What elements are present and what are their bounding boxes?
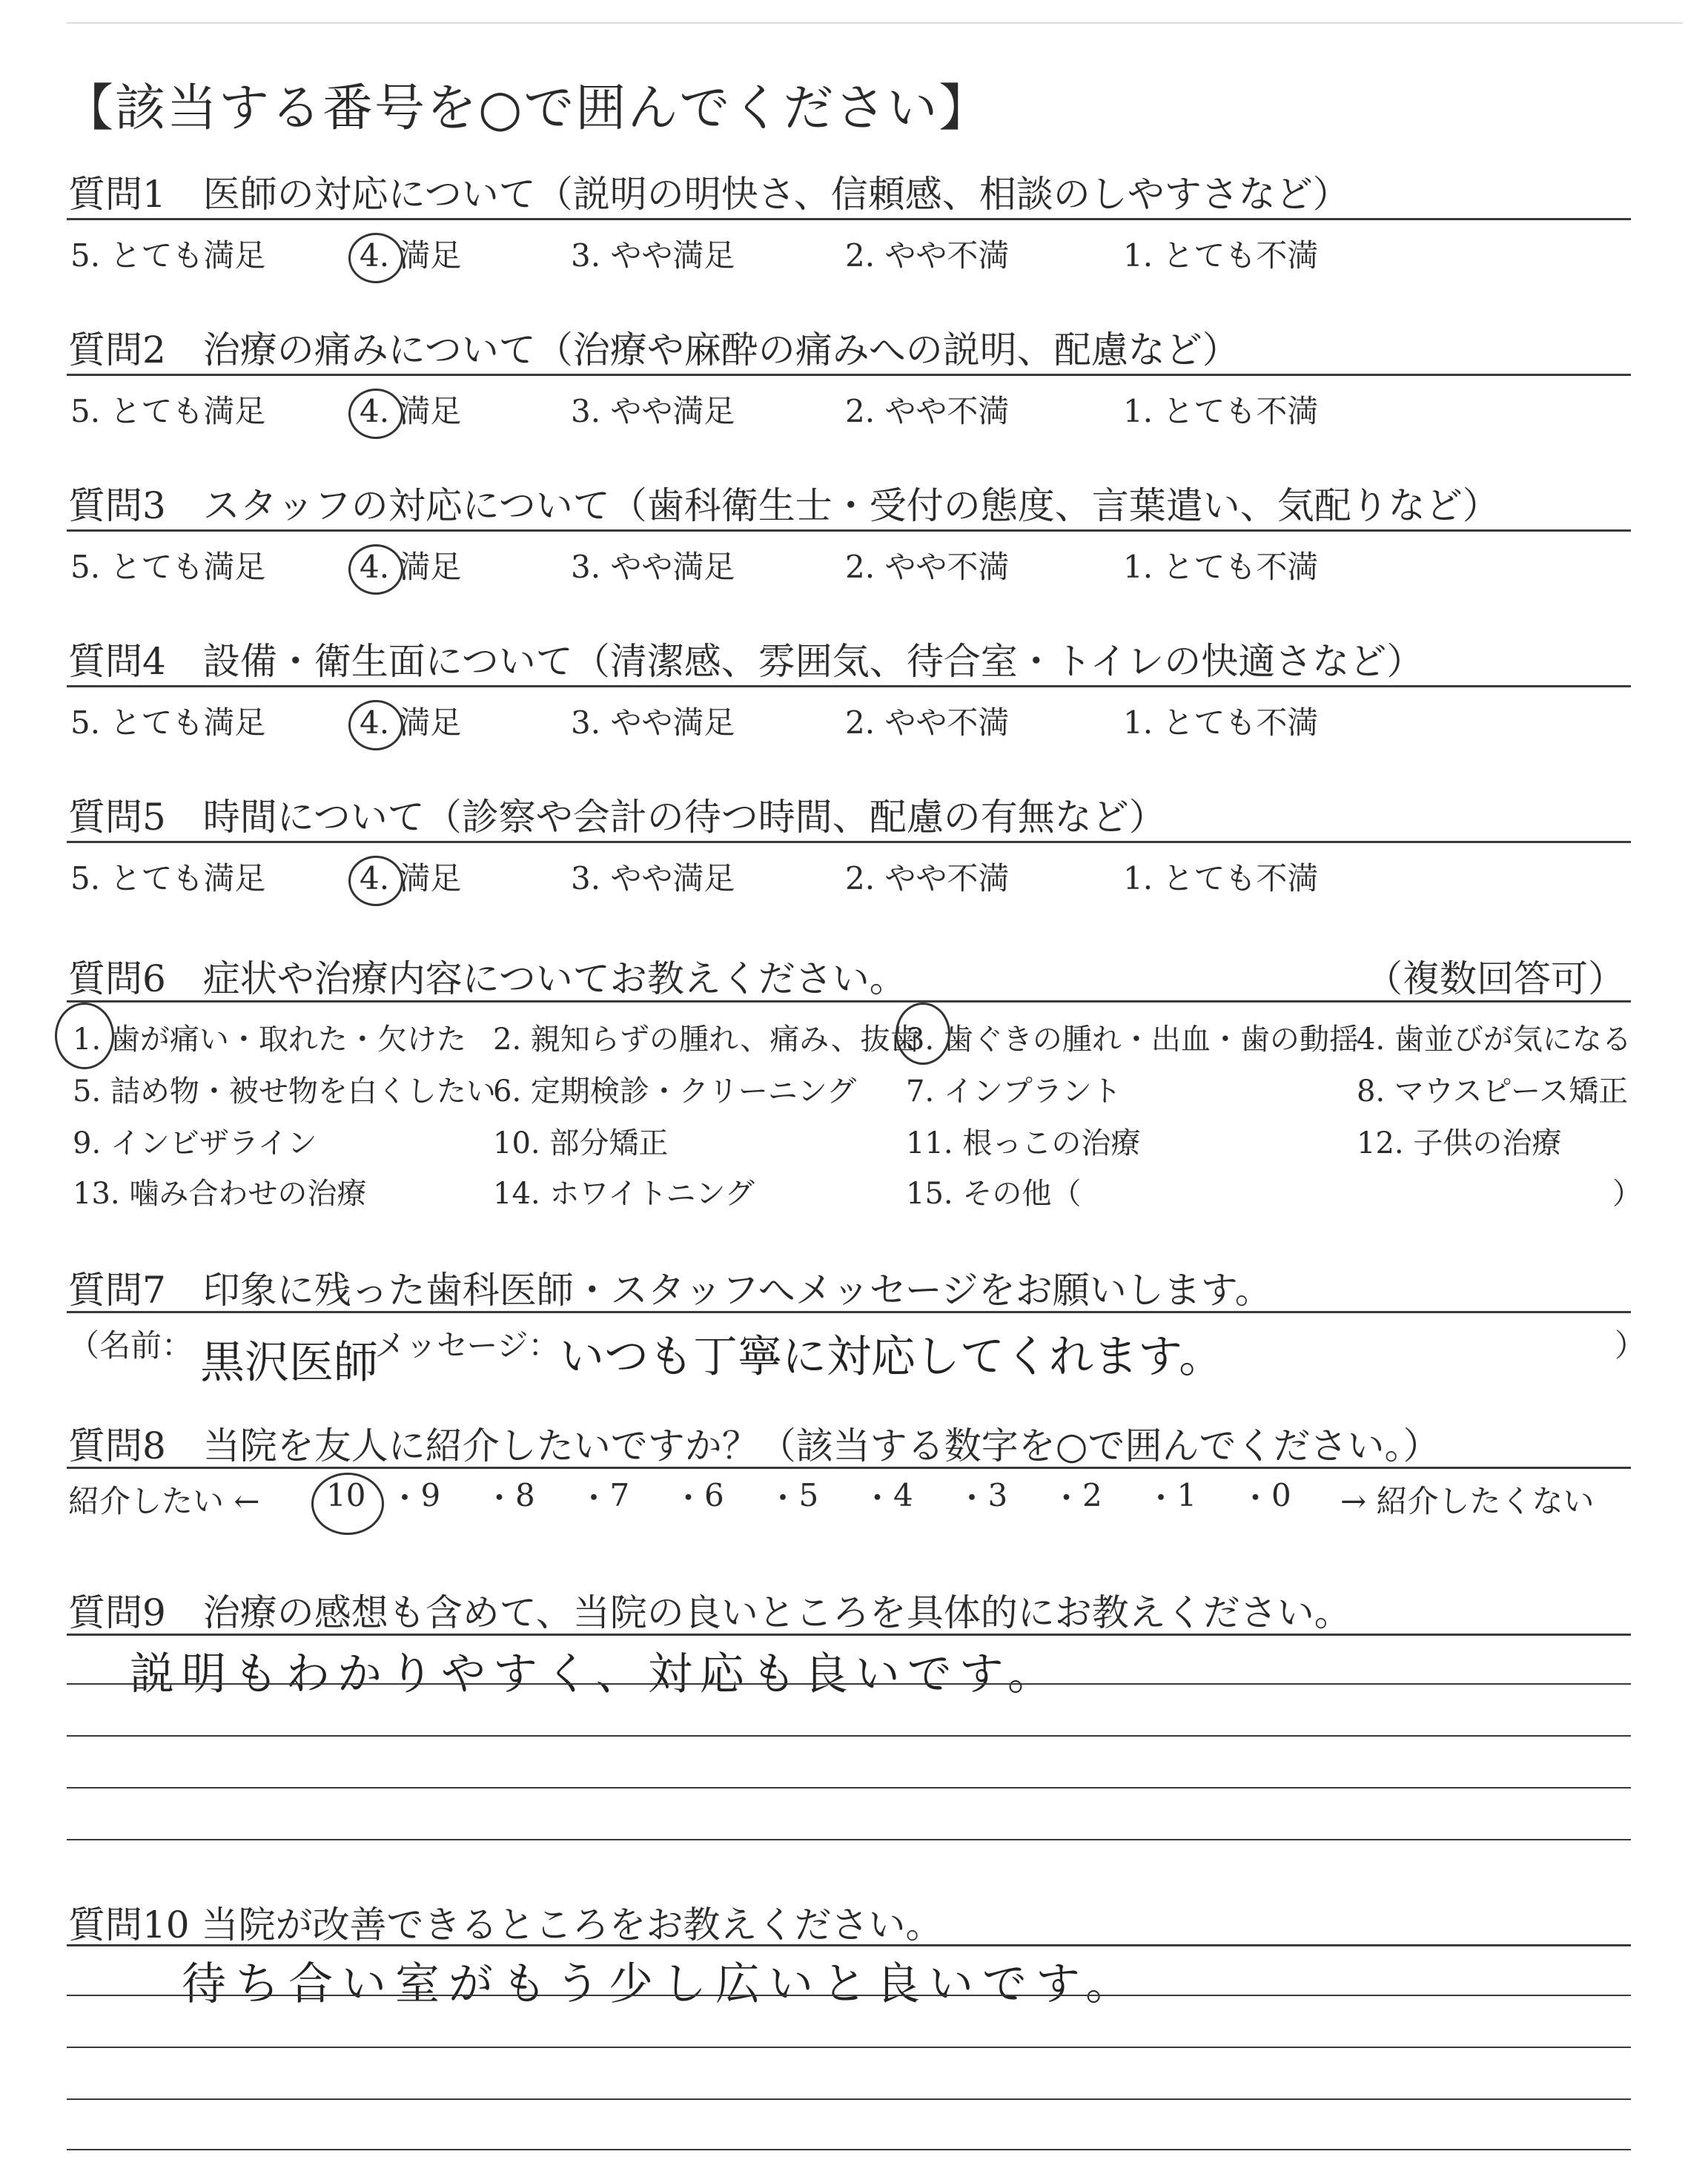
- q10-title: 質問10 当院が改善できるところをお教えください。: [68, 1903, 943, 1946]
- q6-option-6: 6. 定期検診・クリーニング: [493, 1074, 857, 1109]
- q8-scale-9: 9: [420, 1477, 441, 1513]
- q6-option-14: 14. ホワイトニング: [493, 1177, 755, 1211]
- q8-left-label: 紹介したい ←: [68, 1483, 260, 1519]
- q1-option-4: 4. 満足: [360, 237, 462, 274]
- q8-scale-separator: ・: [767, 1480, 799, 1516]
- q8-right-label: → 紹介したくない: [1340, 1483, 1595, 1519]
- q8-scale-6: 6: [704, 1477, 724, 1513]
- q3-selection-circle: [348, 544, 403, 595]
- q5-option-2: 2. やや不満: [845, 860, 1010, 896]
- q6-note: （複数回答可）: [1366, 957, 1625, 1000]
- q3-option-2: 2. やや不満: [845, 549, 1010, 585]
- q10-line-2: [67, 2047, 1631, 2048]
- q1-rule: [67, 218, 1631, 220]
- q3-option-5: 5. とても満足: [70, 549, 266, 585]
- q7-rule: [67, 1311, 1631, 1313]
- q8-scale-separator: ・: [389, 1480, 421, 1516]
- q6-option-10: 10. 部分矯正: [493, 1126, 669, 1160]
- q6-option-11: 11. 根っこの治療: [906, 1126, 1141, 1160]
- q1-selection-circle: [348, 233, 403, 283]
- q9-line-3: [67, 1787, 1631, 1789]
- q8-scale-separator: ・: [1239, 1480, 1271, 1516]
- q8-scale-10: 10: [326, 1477, 366, 1513]
- q8-scale-separator: ・: [1145, 1480, 1177, 1516]
- q6-option-9: 9. インビザライン: [73, 1126, 317, 1160]
- q3-option-4: 4. 満足: [360, 549, 462, 585]
- q5-option-5: 5. とても満足: [70, 860, 266, 896]
- q5-option-3: 3. やや満足: [571, 860, 735, 896]
- q7-name-label: （名前：: [68, 1327, 193, 1364]
- q2-option-4: 4. 満足: [360, 393, 462, 429]
- q7-title: 質問7 印象に残った歯科医師・スタッフへメッセージをお願いします。: [68, 1269, 1272, 1312]
- q8-scale-separator: ・: [861, 1480, 893, 1516]
- q10-answer-handwritten: 待ち合い室がもう少し広いと良いです。: [182, 1958, 1139, 2010]
- q8-scale-separator: ・: [1050, 1480, 1082, 1516]
- q10-line-1: [67, 1995, 1631, 1996]
- q8-scale-separator: ・: [956, 1480, 988, 1516]
- q4-option-5: 5. とても満足: [70, 704, 266, 741]
- q5-option-4: 4. 満足: [360, 860, 462, 896]
- q4-option-2: 2. やや不満: [845, 704, 1010, 741]
- q1-option-1: 1. とても不満: [1123, 237, 1319, 274]
- top-border: [67, 22, 1683, 24]
- q8-scale-separator: ・: [672, 1480, 704, 1516]
- q9-line-4: [67, 1839, 1631, 1840]
- q6-option-15: 15. その他（: [906, 1177, 1082, 1211]
- q6-option-4: 4. 歯並びが気になる: [1357, 1023, 1632, 1057]
- q2-option-2: 2. やや不満: [845, 393, 1010, 429]
- q6-option-5: 5. 詰め物・被せ物を白くしたい: [73, 1074, 496, 1109]
- q8-scale-separator: ・: [578, 1480, 610, 1516]
- q6-option-2: 2. 親知らずの腫れ、痛み、抜歯: [493, 1023, 920, 1057]
- q8-title: 質問8 当院を友人に紹介したいですか？（該当する数字を○で囲んでください。）: [68, 1424, 1440, 1467]
- q6-option-1: 1. 歯が痛い・取れた・欠けた: [73, 1023, 466, 1057]
- q2-selection-circle: [348, 389, 403, 439]
- q8-scale-separator: ・: [483, 1480, 515, 1516]
- q8-selection-circle: [311, 1473, 384, 1535]
- q1-option-3: 3. やや満足: [571, 237, 735, 274]
- q8-scale-2: 2: [1082, 1477, 1102, 1513]
- q6-option-8: 8. マウスピース矯正: [1357, 1074, 1629, 1109]
- q6-rule: [67, 1000, 1631, 1003]
- q2-rule: [67, 374, 1631, 376]
- q5-selection-circle: [348, 856, 403, 906]
- q5-title: 質問5 時間について（診察や会計の待つ時間、配慮の有無など）: [68, 796, 1166, 839]
- q4-option-4: 4. 満足: [360, 704, 462, 741]
- q8-scale-4: 4: [893, 1477, 913, 1513]
- q2-option-1: 1. とても不満: [1123, 393, 1319, 429]
- q3-rule: [67, 529, 1631, 532]
- q5-rule: [67, 841, 1631, 843]
- q2-option-3: 3. やや満足: [571, 393, 735, 429]
- q9-title: 質問9 治療の感想も含めて、当院の良いところを具体的にお教えください。: [68, 1591, 1351, 1634]
- q5-option-1: 1. とても不満: [1123, 860, 1319, 896]
- q6-option-12: 12. 子供の治療: [1357, 1126, 1562, 1160]
- q2-option-5: 5. とても満足: [70, 393, 266, 429]
- q8-rule: [67, 1467, 1631, 1469]
- q7-name-handwritten: 黒沢医師: [200, 1337, 378, 1389]
- q9-line-2: [67, 1735, 1631, 1737]
- q3-option-3: 3. やや満足: [571, 549, 735, 585]
- q6-option-7: 7. インプラント: [906, 1074, 1122, 1109]
- q3-title: 質問3 スタッフの対応について（歯科衛生士・受付の態度、言葉遣い、気配りなど）: [68, 484, 1500, 527]
- q1-option-5: 5. とても満足: [70, 237, 266, 274]
- q4-rule: [67, 685, 1631, 687]
- q7-close-paren: ）: [1615, 1327, 1646, 1364]
- q4-title: 質問4 設備・衛生面について（清潔感、雰囲気、待合室・トイレの快適さなど）: [68, 640, 1424, 683]
- q8-scale-3: 3: [987, 1477, 1008, 1513]
- q8-scale-0: 0: [1271, 1477, 1291, 1513]
- q6-option-13: 13. 噛み合わせの治療: [73, 1177, 367, 1211]
- q4-option-3: 3. やや満足: [571, 704, 735, 741]
- q9-answer-handwritten: 説明もわかりやすく、対応も良いです。: [130, 1648, 1059, 1700]
- q2-title: 質問2 治療の痛みについて（治療や麻酔の痛みへの説明、配慮など）: [68, 328, 1239, 371]
- q7-message-handwritten: いつも丁寧に対応してくれます。: [560, 1331, 1224, 1383]
- q8-scale-1: 1: [1176, 1477, 1197, 1513]
- q4-option-1: 1. とても不満: [1123, 704, 1319, 741]
- q10-rule: [67, 1944, 1631, 1946]
- q1-title: 質問1 医師の対応について（説明の明快さ、信頼感、相談のしやすさなど）: [68, 173, 1350, 216]
- q10-line-4: [67, 2149, 1631, 2150]
- q6-selection-circle-3: [896, 1003, 950, 1065]
- q7-message-label: メッセージ：: [374, 1327, 560, 1364]
- q3-option-1: 1. とても不満: [1123, 549, 1319, 585]
- page-heading: 【該当する番号を○で囲んでください】: [63, 79, 991, 138]
- q9-rule: [67, 1634, 1631, 1636]
- q8-scale-5: 5: [798, 1477, 819, 1513]
- q6-selection-circle-1: [55, 1003, 114, 1069]
- q6-title: 質問6 症状や治療内容についてお教えください。: [68, 957, 907, 1000]
- q8-scale-7: 7: [609, 1477, 630, 1513]
- q10-line-3: [67, 2098, 1631, 2100]
- q1-option-2: 2. やや不満: [845, 237, 1010, 274]
- q6-other-close: ）: [1612, 1177, 1642, 1211]
- q6-option-3: 3. 歯ぐきの腫れ・出血・歯の動揺: [906, 1023, 1359, 1057]
- q9-line-1: [67, 1683, 1631, 1685]
- q8-scale-8: 8: [515, 1477, 535, 1513]
- q4-selection-circle: [348, 700, 403, 750]
